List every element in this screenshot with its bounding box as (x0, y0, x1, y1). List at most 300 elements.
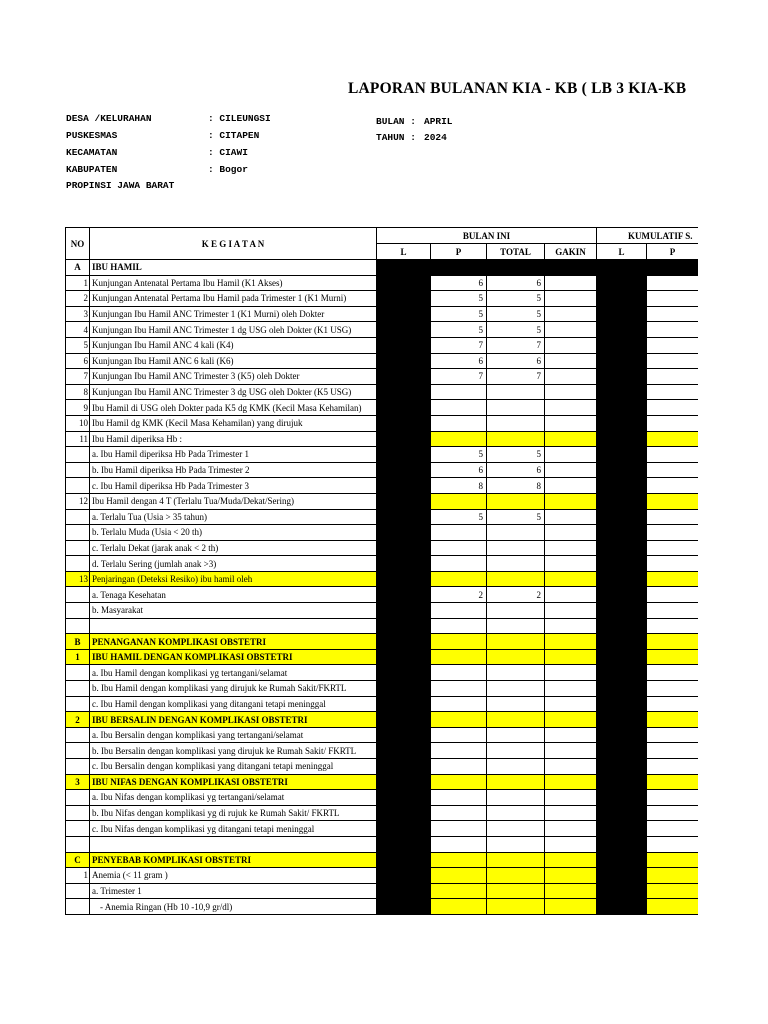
col-gakin-header: GAKIN (545, 244, 597, 260)
row-activity: b. Ibu Hamil diperiksa Hb Pada Trimester 2 (90, 462, 377, 478)
col-kumulatif-header: KUMULATIF S. (597, 228, 698, 244)
row-number: 5 (66, 337, 90, 353)
cell-l (377, 712, 431, 728)
table-row (66, 400, 699, 416)
cell-l-cumulative (597, 275, 647, 291)
cell-total (487, 649, 545, 665)
cell-gakin (545, 868, 597, 884)
row-activity: c. Ibu Hamil diperiksa Hb Pada Trimester 3 (90, 478, 377, 494)
cell-l (377, 759, 431, 775)
cell-p (431, 665, 487, 681)
cell-l (377, 400, 431, 416)
cell-p-cumulative (647, 337, 698, 353)
cell-gakin (545, 836, 597, 852)
table-row (66, 415, 699, 431)
row-activity: b. Ibu Bersalin dengan komplikasi yang dirujuk ke Rumah Sakit/ FKRTL (90, 743, 377, 759)
cell-l (377, 618, 431, 634)
cell-p: 6 (431, 462, 487, 478)
cell-l (377, 821, 431, 837)
col-p-header: P (431, 244, 487, 260)
kecamatan-label: KECAMATAN (66, 147, 118, 158)
row-number (66, 618, 90, 634)
cell-p: 5 (431, 447, 487, 463)
table-row (66, 868, 699, 884)
row-activity: c. Ibu Hamil dengan komplikasi yang ditangani tetapi meninggal (90, 696, 377, 712)
cell-l-cumulative (597, 353, 647, 369)
cell-p (431, 790, 487, 806)
cell-l-cumulative (597, 712, 647, 728)
cell-p-cumulative (647, 353, 698, 369)
cell-p (431, 618, 487, 634)
cell-total: 6 (487, 275, 545, 291)
row-number (66, 743, 90, 759)
table-row (66, 306, 699, 322)
cell-p (431, 774, 487, 790)
cell-gakin (545, 759, 597, 775)
cell-total (487, 571, 545, 587)
cell-gakin (545, 478, 597, 494)
report-table (65, 227, 698, 915)
cell-l (377, 727, 431, 743)
row-number: 13 (66, 571, 90, 587)
row-number (66, 587, 90, 603)
cell-p-cumulative (647, 727, 698, 743)
row-activity: PENYEBAB KOMPLIKASI OBSTETRI (90, 852, 377, 868)
cell-p-cumulative (647, 400, 698, 416)
row-activity (90, 836, 377, 852)
cell-l (377, 852, 431, 868)
table-row (66, 681, 699, 697)
desa-value: : CILEUNGSI (208, 113, 271, 124)
row-activity: Kunjungan Ibu Hamil ANC Trimester 3 dg USG oleh Dokter (K5 USG) (90, 384, 377, 400)
table-row (66, 478, 699, 494)
cell-total (487, 836, 545, 852)
table-row (66, 540, 699, 556)
cell-gakin (545, 774, 597, 790)
row-activity: Ibu Hamil dengan 4 T (Terlalu Tua/Muda/Dekat/Sering) (90, 493, 377, 509)
row-activity: Kunjungan Ibu Hamil ANC 4 kali (K4) (90, 337, 377, 353)
row-activity: b. Terlalu Muda (Usia < 20 th) (90, 525, 377, 541)
cell-p-cumulative (647, 291, 698, 307)
cell-l (377, 415, 431, 431)
cell-gakin (545, 431, 597, 447)
cell-p (431, 525, 487, 541)
row-number (66, 540, 90, 556)
cell-l (377, 774, 431, 790)
cell-total (487, 899, 545, 915)
cell-l (377, 540, 431, 556)
row-number: B (66, 634, 90, 650)
table-row (66, 291, 699, 307)
table-row (66, 260, 699, 276)
cell-p (431, 540, 487, 556)
cell-l-cumulative (597, 493, 647, 509)
table-row (66, 759, 699, 775)
tahun-label: TAHUN : (376, 132, 416, 143)
row-number: 2 (66, 291, 90, 307)
row-number: A (66, 260, 90, 276)
cell-total (487, 400, 545, 416)
cell-l-cumulative (597, 883, 647, 899)
table-row (66, 322, 699, 338)
cell-l-cumulative (597, 260, 647, 276)
cell-p: 8 (431, 478, 487, 494)
cell-p (431, 415, 487, 431)
cell-l (377, 790, 431, 806)
table-row (66, 587, 699, 603)
cell-p-cumulative (647, 431, 698, 447)
bulan-label: BULAN : (376, 116, 416, 127)
cell-l (377, 337, 431, 353)
table-row (66, 852, 699, 868)
row-number (66, 462, 90, 478)
cell-p (431, 805, 487, 821)
cell-total (487, 493, 545, 509)
cell-gakin (545, 493, 597, 509)
cell-p-cumulative (647, 478, 698, 494)
cell-p: 5 (431, 322, 487, 338)
report-title: LAPORAN BULANAN KIA - KB ( LB 3 KIA-KB (348, 80, 687, 97)
cell-l (377, 603, 431, 619)
table-row (66, 899, 699, 915)
table-row (66, 836, 699, 852)
row-activity: c. Ibu Bersalin dengan komplikasi yang ditangani tetapi meninggal (90, 759, 377, 775)
cell-p: 5 (431, 509, 487, 525)
cell-gakin (545, 681, 597, 697)
row-number: 7 (66, 369, 90, 385)
cell-l-cumulative (597, 478, 647, 494)
table-row (66, 743, 699, 759)
table-row (66, 571, 699, 587)
row-number (66, 556, 90, 572)
cell-l (377, 836, 431, 852)
cell-l (377, 509, 431, 525)
cell-gakin (545, 509, 597, 525)
cell-total (487, 260, 545, 276)
row-number (66, 836, 90, 852)
cell-total (487, 712, 545, 728)
row-activity: Kunjungan Ibu Hamil ANC Trimester 1 dg USG oleh Dokter (K1 USG) (90, 322, 377, 338)
cell-l-cumulative (597, 899, 647, 915)
cell-l (377, 275, 431, 291)
row-number: 1 (66, 275, 90, 291)
row-activity: Kunjungan Antenatal Pertama Ibu Hamil (K1 Akses) (90, 275, 377, 291)
row-activity: Kunjungan Antenatal Pertama Ibu Hamil pada Trimester 1 (K1 Murni) (90, 291, 377, 307)
cell-p-cumulative (647, 260, 698, 276)
cell-l-cumulative (597, 431, 647, 447)
cell-gakin (545, 462, 597, 478)
cell-total (487, 868, 545, 884)
cell-l (377, 634, 431, 650)
cell-l (377, 478, 431, 494)
cell-l-cumulative (597, 821, 647, 837)
cell-total (487, 681, 545, 697)
table-row (66, 369, 699, 385)
table-row (66, 275, 699, 291)
cell-p-cumulative (647, 384, 698, 400)
cell-gakin (545, 337, 597, 353)
row-number: 6 (66, 353, 90, 369)
cell-p-cumulative (647, 852, 698, 868)
cell-l-cumulative (597, 836, 647, 852)
puskesmas-label: PUSKESMAS (66, 130, 118, 141)
cell-total: 2 (487, 587, 545, 603)
col-l-header: L (377, 244, 431, 260)
cell-l-cumulative (597, 696, 647, 712)
cell-l (377, 556, 431, 572)
col-l2-header: L (597, 244, 647, 260)
cell-p-cumulative (647, 759, 698, 775)
cell-p-cumulative (647, 868, 698, 884)
table-row (66, 525, 699, 541)
cell-total (487, 540, 545, 556)
cell-p (431, 899, 487, 915)
table-row (66, 634, 699, 650)
row-activity: PENANGANAN KOMPLIKASI OBSTETRI (90, 634, 377, 650)
cell-gakin (545, 400, 597, 416)
col-no-header: NO (66, 228, 90, 260)
row-number: 4 (66, 322, 90, 338)
cell-p (431, 634, 487, 650)
table-row (66, 447, 699, 463)
cell-p-cumulative (647, 322, 698, 338)
desa-label: DESA /KELURAHAN (66, 113, 152, 124)
row-number (66, 696, 90, 712)
cell-l-cumulative (597, 400, 647, 416)
cell-l-cumulative (597, 447, 647, 463)
cell-l-cumulative (597, 509, 647, 525)
row-number: 2 (66, 712, 90, 728)
cell-l (377, 462, 431, 478)
cell-total (487, 774, 545, 790)
cell-total (487, 415, 545, 431)
cell-p: 7 (431, 369, 487, 385)
col-kegiatan-header: K E G I A T A N (90, 228, 377, 260)
table-body (66, 260, 699, 915)
cell-l (377, 571, 431, 587)
cell-p-cumulative (647, 821, 698, 837)
cell-p-cumulative (647, 836, 698, 852)
row-number (66, 821, 90, 837)
table-row (66, 790, 699, 806)
table-row (66, 353, 699, 369)
cell-l (377, 696, 431, 712)
cell-l-cumulative (597, 790, 647, 806)
cell-l-cumulative (597, 634, 647, 650)
row-activity: Kunjungan Ibu Hamil ANC 6 kali (K6) (90, 353, 377, 369)
cell-l-cumulative (597, 306, 647, 322)
cell-p-cumulative (647, 509, 698, 525)
row-number: C (66, 852, 90, 868)
cell-gakin (545, 727, 597, 743)
cell-l-cumulative (597, 337, 647, 353)
row-activity: a. Ibu Bersalin dengan komplikasi yang tertangani/selamat (90, 727, 377, 743)
cell-total (487, 805, 545, 821)
cell-l-cumulative (597, 291, 647, 307)
cell-l-cumulative (597, 525, 647, 541)
col-bulan-ini-header: BULAN INI (377, 228, 597, 244)
cell-l-cumulative (597, 759, 647, 775)
kabupaten-label: KABUPATEN (66, 164, 118, 175)
kecamatan-value: : CIAWI (208, 147, 248, 158)
table-row (66, 649, 699, 665)
cell-p-cumulative (647, 415, 698, 431)
cell-gakin (545, 618, 597, 634)
row-number (66, 525, 90, 541)
cell-gakin (545, 322, 597, 338)
row-activity: a. Terlalu Tua (Usia > 35 tahun) (90, 509, 377, 525)
row-number: 9 (66, 400, 90, 416)
row-activity: a. Ibu Nifas dengan komplikasi yg tertangani/selamat (90, 790, 377, 806)
cell-p-cumulative (647, 493, 698, 509)
row-activity: a. Ibu Hamil dengan komplikasi yg tertangani/selamat (90, 665, 377, 681)
cell-p-cumulative (647, 306, 698, 322)
table-row (66, 493, 699, 509)
cell-total (487, 603, 545, 619)
cell-p-cumulative (647, 556, 698, 572)
cell-l-cumulative (597, 322, 647, 338)
cell-p-cumulative (647, 462, 698, 478)
cell-gakin (545, 353, 597, 369)
cell-gakin (545, 275, 597, 291)
cell-total: 5 (487, 291, 545, 307)
cell-l-cumulative (597, 556, 647, 572)
row-number (66, 883, 90, 899)
cell-p (431, 431, 487, 447)
cell-l-cumulative (597, 540, 647, 556)
cell-p-cumulative (647, 696, 698, 712)
row-number (66, 447, 90, 463)
cell-p (431, 571, 487, 587)
cell-p-cumulative (647, 790, 698, 806)
cell-total (487, 384, 545, 400)
cell-total: 8 (487, 478, 545, 494)
cell-p-cumulative (647, 649, 698, 665)
cell-total (487, 618, 545, 634)
cell-gakin (545, 790, 597, 806)
cell-gakin (545, 525, 597, 541)
cell-l (377, 868, 431, 884)
cell-total (487, 790, 545, 806)
row-number: 3 (66, 306, 90, 322)
puskesmas-value: : CITAPEN (208, 130, 260, 141)
row-activity: IBU BERSALIN DENGAN KOMPLIKASI OBSTETRI (90, 712, 377, 728)
cell-total (487, 665, 545, 681)
cell-total: 7 (487, 369, 545, 385)
cell-p-cumulative (647, 665, 698, 681)
cell-gakin (545, 696, 597, 712)
row-activity: a. Trimester 1 (90, 883, 377, 899)
cell-l-cumulative (597, 384, 647, 400)
cell-gakin (545, 649, 597, 665)
table-row (66, 556, 699, 572)
cell-p-cumulative (647, 369, 698, 385)
table-row (66, 384, 699, 400)
cell-p: 6 (431, 353, 487, 369)
row-activity: Anemia (< 11 gram ) (90, 868, 377, 884)
table-row (66, 883, 699, 899)
cell-l-cumulative (597, 805, 647, 821)
row-number (66, 759, 90, 775)
cell-gakin (545, 369, 597, 385)
row-number (66, 805, 90, 821)
table-header-row-1 (66, 228, 699, 244)
cell-p (431, 649, 487, 665)
row-number: 11 (66, 431, 90, 447)
table-row (66, 712, 699, 728)
cell-p: 7 (431, 337, 487, 353)
row-activity: - Anemia Ringan (Hb 10 -10,9 gr/dl) (90, 899, 377, 915)
table-row (66, 337, 699, 353)
row-activity: Ibu Hamil diperiksa Hb : (90, 431, 377, 447)
cell-p (431, 836, 487, 852)
cell-l (377, 291, 431, 307)
cell-p (431, 603, 487, 619)
row-number: 1 (66, 868, 90, 884)
cell-total: 5 (487, 306, 545, 322)
cell-total: 7 (487, 337, 545, 353)
cell-total (487, 883, 545, 899)
row-activity: b. Ibu Nifas dengan komplikasi yg di rujuk ke Rumah Sakit/ FKRTL (90, 805, 377, 821)
cell-p-cumulative (647, 681, 698, 697)
cell-total: 5 (487, 509, 545, 525)
cell-p (431, 556, 487, 572)
cell-l (377, 260, 431, 276)
table-row (66, 696, 699, 712)
row-activity: IBU HAMIL (90, 260, 377, 276)
cell-p-cumulative (647, 634, 698, 650)
cell-gakin (545, 556, 597, 572)
cell-p-cumulative (647, 712, 698, 728)
propinsi-label: PROPINSI JAWA BARAT (66, 180, 175, 191)
cell-l (377, 899, 431, 915)
cell-l-cumulative (597, 649, 647, 665)
cell-p-cumulative (647, 618, 698, 634)
cell-p (431, 493, 487, 509)
row-number (66, 478, 90, 494)
cell-p (431, 696, 487, 712)
row-activity: c. Terlalu Dekat (jarak anak < 2 th) (90, 540, 377, 556)
row-number (66, 665, 90, 681)
row-number: 1 (66, 649, 90, 665)
cell-p-cumulative (647, 587, 698, 603)
cell-p (431, 743, 487, 759)
row-number (66, 899, 90, 915)
cell-l (377, 322, 431, 338)
cell-l-cumulative (597, 774, 647, 790)
cell-p (431, 868, 487, 884)
cell-gakin (545, 821, 597, 837)
cell-p: 5 (431, 291, 487, 307)
row-activity: c. Ibu Nifas dengan komplikasi yg ditangani tetapi meninggal (90, 821, 377, 837)
col-total-header: TOTAL (487, 244, 545, 260)
row-number: 8 (66, 384, 90, 400)
table-row (66, 431, 699, 447)
cell-gakin (545, 306, 597, 322)
cell-gakin (545, 415, 597, 431)
cell-p-cumulative (647, 603, 698, 619)
cell-p (431, 712, 487, 728)
cell-l-cumulative (597, 743, 647, 759)
cell-l-cumulative (597, 727, 647, 743)
cell-p (431, 384, 487, 400)
cell-l-cumulative (597, 852, 647, 868)
row-activity: d. Terlalu Sering (jumlah anak >3) (90, 556, 377, 572)
table-row (66, 509, 699, 525)
row-activity: Ibu Hamil di USG oleh Dokter pada K5 dg KMK (Kecil Masa Kehamilan) (90, 400, 377, 416)
table-row (66, 665, 699, 681)
cell-gakin (545, 743, 597, 759)
